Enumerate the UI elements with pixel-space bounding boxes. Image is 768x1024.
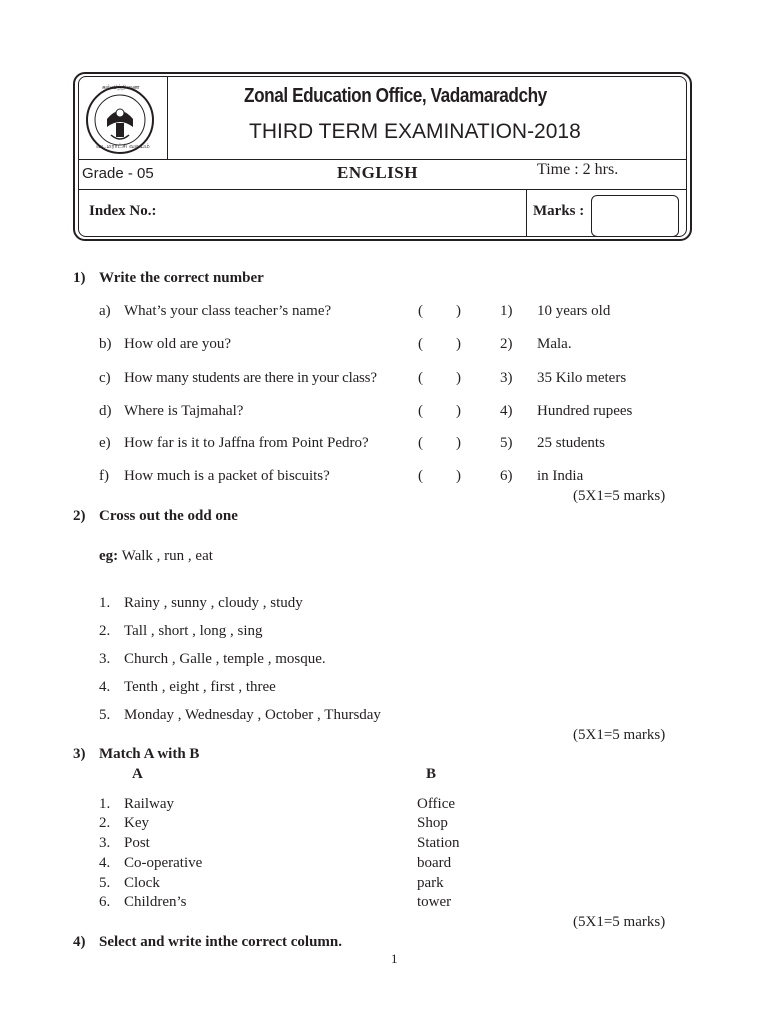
answer-bracket-open: ( [418,468,423,484]
q3-column-a-item: Children’s [124,894,187,910]
q3-row-number: 6. [99,894,111,910]
q1-answer-number: 2) [500,336,513,352]
q1-marks: (5X1=5 marks) [573,488,666,504]
q1-answer-number: 4) [500,403,513,419]
column-b-header: B [426,766,437,782]
answer-bracket-close: ) [456,303,461,319]
q3-number: 3) [73,746,86,762]
answer-bracket-close: ) [456,370,461,386]
q2-example [99,548,213,565]
q2-item-number: 2. [99,623,111,639]
q3-row-number: 1. [99,796,111,812]
q3-column-b-item: Station [417,835,460,851]
q3-row-number: 3. [99,835,111,851]
q1-letter: e) [99,435,111,451]
q1-letter: b) [99,336,112,352]
office-title: Zonal Education Office, Vadamaradchy [244,85,547,107]
q3-column-b-item: Shop [417,815,448,831]
answer-bracket-close: ) [456,468,461,484]
q1-question: How far is it to Jaffna from Point Pedro? [124,435,369,451]
answer-bracket-open: ( [418,303,423,319]
answer-bracket-open: ( [418,336,423,352]
answer-bracket-open: ( [418,370,423,386]
q1-answer-number: 1) [500,303,513,319]
logo-divider [167,76,168,159]
header-divider-2 [78,189,687,190]
q3-column-a-item: Post [124,835,150,851]
q2-item-text: Monday , Wednesday , October , Thursday [124,707,381,723]
q2-marks: (5X1=5 marks) [573,727,666,743]
q2-item-number: 3. [99,651,111,667]
q1-answer-text: in India [537,468,584,484]
q1-question: What’s your class teacher’s name? [124,303,332,319]
q1-answer-number: 6) [500,468,513,484]
q1-question: Where is Tajmahal? [124,403,244,419]
column-a-header: A [132,766,143,782]
q1-title: Write the correct number [99,270,264,286]
q3-column-a-item: Key [124,815,149,831]
index-no-label: Index No.: [89,203,157,219]
q3-column-b-item: tower [417,894,452,910]
example-text: Walk , run , eat [118,548,213,564]
q1-letter: a) [99,303,111,319]
grade-label: Grade - 05 [82,165,154,182]
emblem-bottom-text: வடமராட்சி வலயம் [96,143,150,150]
q1-answer-number: 5) [500,435,513,451]
q2-title: Cross out the odd one [99,508,238,524]
q1-answer-text: 35 Kilo meters [537,370,627,386]
q4-title: Select and write inthe correct column. [99,934,342,950]
subject-title: ENGLISH [337,163,418,182]
q3-title: Match A with B [99,746,200,762]
answer-bracket-close: ) [456,435,461,451]
q2-item-text: Tenth , eight , first , three [124,679,276,695]
q3-row-number: 4. [99,855,111,871]
marks-input-box[interactable] [591,195,679,237]
q2-item-text: Tall , short , long , sing [124,623,263,639]
q1-number: 1) [73,270,86,286]
q1-question: How many students are there in your class? [124,370,377,386]
q1-letter: c) [99,370,111,386]
answer-bracket-open: ( [418,435,423,451]
emblem-top-text: கல்வித்திணை [102,84,140,91]
answer-bracket-close: ) [456,336,461,352]
answer-bracket-open: ( [418,403,423,419]
q3-column-a-item: Clock [124,875,160,891]
answer-bracket-close: ) [456,403,461,419]
q1-question: How old are you? [124,336,232,352]
q3-column-b-item: board [417,855,452,871]
q2-item-number: 4. [99,679,111,695]
q2-item-text: Church , Galle , temple , mosque. [124,651,326,667]
q1-letter: d) [99,403,112,419]
example-label: eg: [99,548,119,564]
q3-row-number: 5. [99,875,111,891]
q3-row-number: 2. [99,815,111,831]
q1-answer-text: 25 students [537,435,605,451]
q4-number: 4) [73,934,86,950]
marks-label: Marks : [533,203,585,219]
marks-divider [526,189,527,237]
q1-answer-text: 10 years old [537,303,611,319]
q2-item-number: 1. [99,595,111,611]
q2-number: 2) [73,508,86,524]
q2-item-text: Rainy , sunny , cloudy , study [124,595,303,611]
q3-column-a-item: Railway [124,796,174,812]
q1-answer-text: Mala. [537,336,572,352]
q3-column-b-item: Office [417,796,456,812]
q1-answer-text: Hundred rupees [537,403,633,419]
q1-question: How much is a packet of biscuits? [124,468,330,484]
q1-letter: f) [99,468,109,484]
time-label: Time : 2 hrs. [537,161,619,178]
page-number: 1 [391,951,398,966]
q1-answer-number: 3) [500,370,513,386]
q3-column-a-item: Co-operative [124,855,203,871]
q2-item-number: 5. [99,707,111,723]
q3-marks: (5X1=5 marks) [573,914,666,930]
header-divider-1 [78,159,687,160]
exam-title: THIRD TERM EXAMINATION-2018 [249,120,581,143]
q3-column-b-item: park [417,875,444,891]
